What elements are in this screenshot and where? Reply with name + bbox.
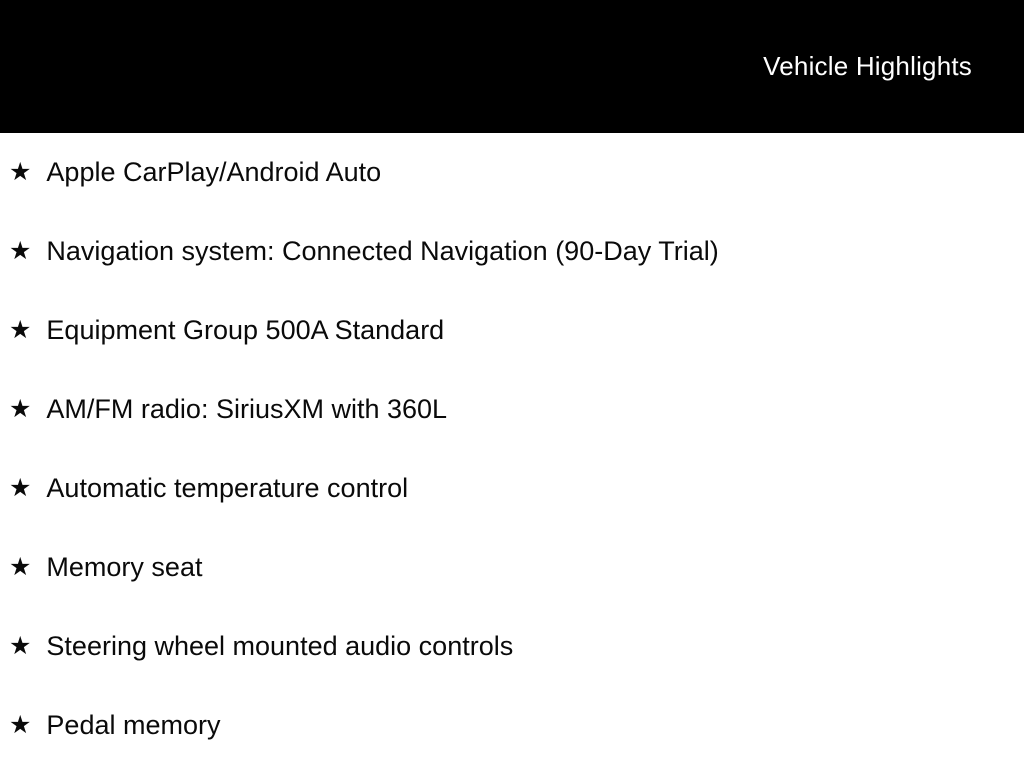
list-item	[0, 607, 1024, 686]
feature-label: Steering wheel mounted audio controls	[46, 631, 514, 661]
header-bar	[0, 0, 1024, 133]
list-item	[0, 291, 1024, 370]
feature-label: Automatic temperature control	[46, 473, 409, 503]
star-bullet-icon: ★	[9, 711, 32, 739]
list-item	[0, 686, 1024, 765]
star-bullet-icon: ★	[9, 237, 32, 265]
page-title: Vehicle Highlights	[763, 51, 972, 81]
feature-label: Navigation system: Connected Navigation (90-Day Trial)	[46, 236, 719, 266]
feature-label: AM/FM radio: SiriusXM with 360L	[46, 394, 448, 424]
feature-label: Apple CarPlay/Android Auto	[46, 157, 382, 187]
list-item	[0, 133, 1024, 212]
star-bullet-icon: ★	[9, 553, 32, 581]
star-bullet-icon: ★	[9, 474, 32, 502]
star-bullet-icon: ★	[9, 632, 32, 660]
star-bullet-icon: ★	[9, 316, 32, 344]
list-item	[0, 528, 1024, 607]
vehicle-highlights-list	[0, 133, 1024, 765]
list-item	[0, 370, 1024, 449]
star-bullet-icon: ★	[9, 158, 32, 186]
list-item	[0, 212, 1024, 291]
feature-label: Pedal memory	[46, 710, 221, 740]
list-item	[0, 449, 1024, 528]
feature-label: Memory seat	[46, 552, 203, 582]
star-bullet-icon: ★	[9, 395, 32, 423]
feature-label: Equipment Group 500A Standard	[46, 315, 445, 345]
